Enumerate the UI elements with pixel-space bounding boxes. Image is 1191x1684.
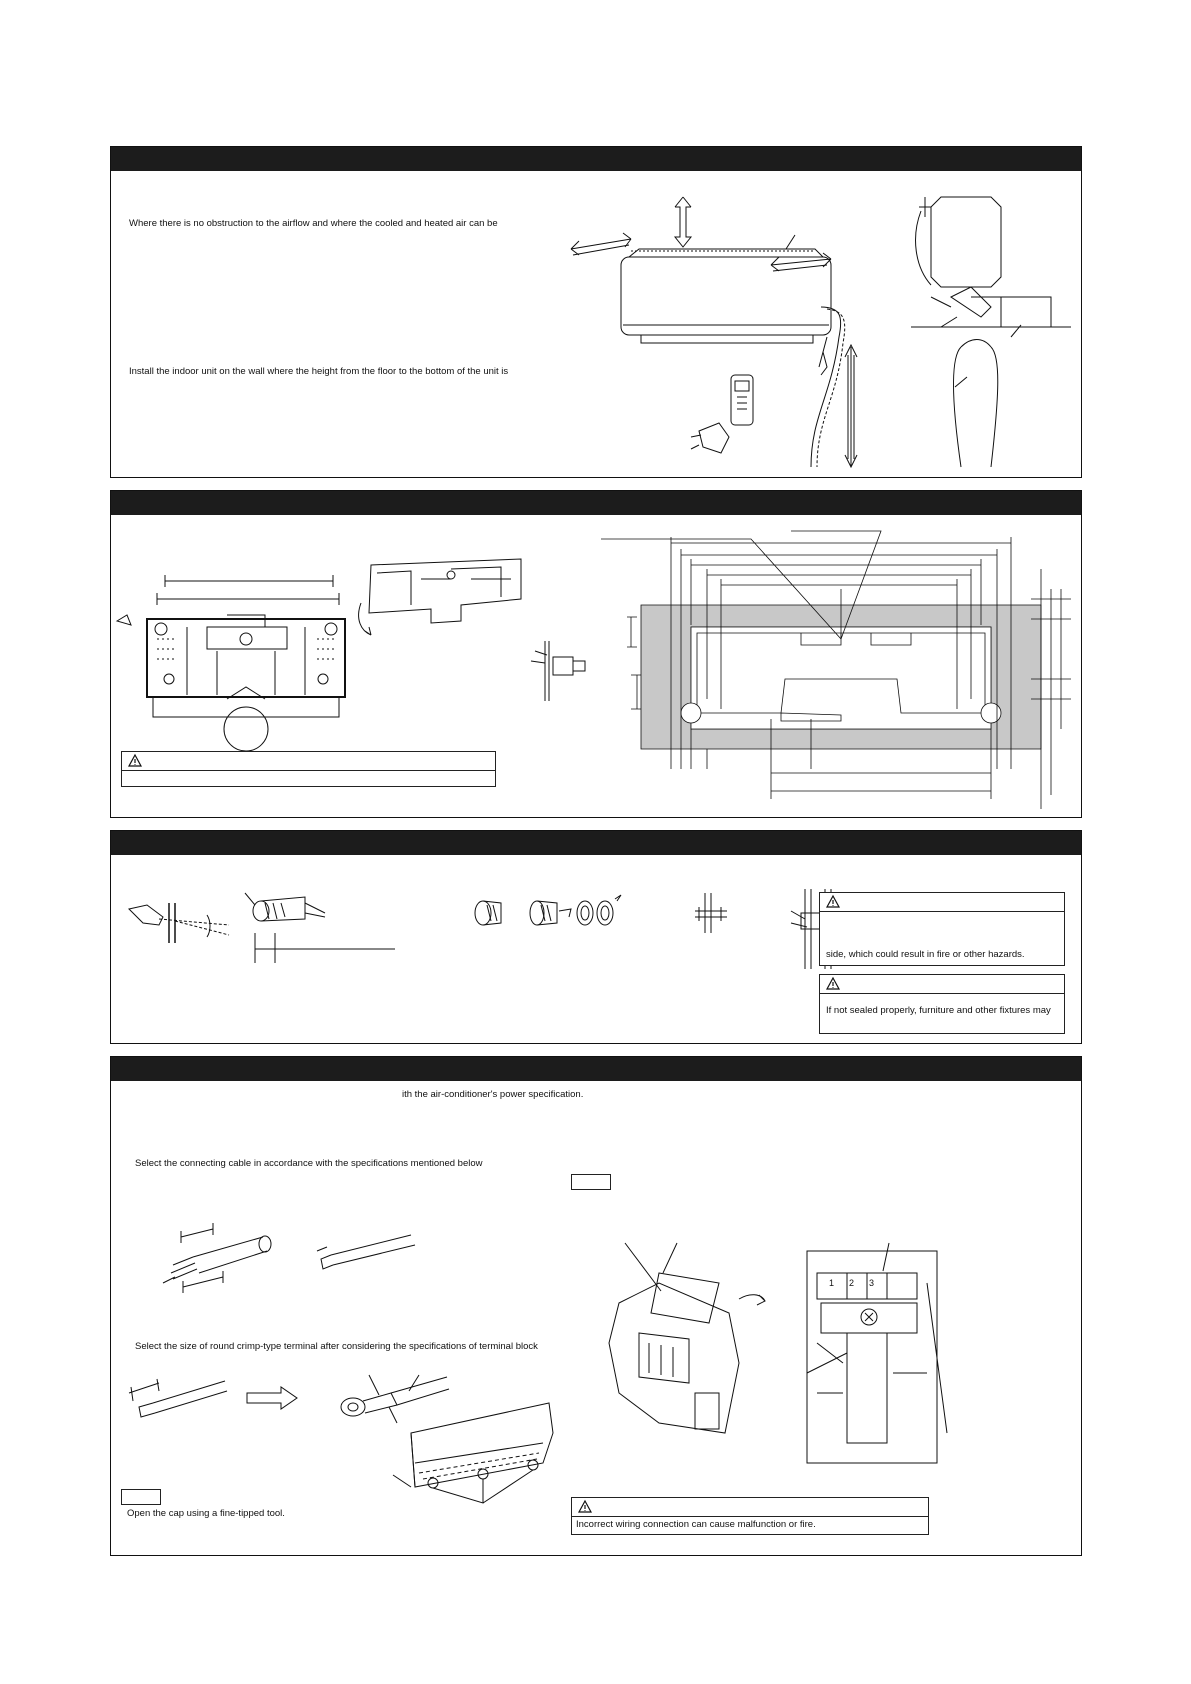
- section-header-bar: [111, 491, 1081, 515]
- wire-end-diagram: [129, 1377, 229, 1417]
- cable-strip-diagram-2: [311, 1229, 421, 1279]
- caution-text-seal: If not sealed properly, furniture and other fixtures may: [826, 1005, 1051, 1016]
- front-panel-open-diagram: [599, 1243, 759, 1433]
- terminal-label-3: 3: [869, 1278, 875, 1288]
- plate-rotated-diagram: [351, 559, 521, 639]
- text-unit-height: Install the indoor unit on the wall where the height from the floor to the bottom of the unit is: [129, 366, 509, 377]
- text-open-cap: Open the cap using a fine-tipped tool.: [127, 1508, 285, 1519]
- section-header-bar: [111, 831, 1081, 855]
- section-wall-plate: [110, 490, 1082, 818]
- arrow-right-icon: [247, 1387, 297, 1409]
- caution-box-wiring: [571, 1497, 929, 1535]
- text-select-terminal: Select the size of round crimp-type terminal after considering the specifications of terminal block: [135, 1341, 538, 1352]
- mounting-plate-diagram: [117, 579, 337, 739]
- indoor-unit-cap-diagram: [383, 1403, 563, 1523]
- indoor-unit-clearance-diagram: [551, 197, 851, 467]
- note-label-box-cap: [121, 1489, 161, 1505]
- text-select-cable: Select the connecting cable in accordance with the specifications mentioned below: [135, 1158, 483, 1169]
- sleeve-installed-diagram: [691, 893, 741, 933]
- pipe-cutting-diagram: [245, 893, 395, 963]
- terminal-label-2: 2: [849, 1278, 855, 1288]
- section-header-bar: [111, 147, 1081, 171]
- side-view-diagram: [911, 197, 1071, 467]
- cable-strip-diagram-1: [153, 1227, 283, 1297]
- wall-screw-detail: [531, 641, 591, 701]
- section-wiring: [110, 1056, 1082, 1556]
- warning-triangle-icon: [128, 754, 142, 767]
- warning-triangle-icon: [826, 977, 840, 990]
- terminal-label-1: 1: [829, 1278, 835, 1288]
- warning-triangle-icon: [578, 1500, 592, 1513]
- caution-box-header: [572, 1498, 928, 1517]
- section-installation-location: [110, 146, 1082, 478]
- caution-text-wiring: Incorrect wiring connection can cause malfunction or fire.: [576, 1519, 816, 1530]
- caution-box-pipe-2: [819, 974, 1065, 1034]
- drill-angle-diagram: [129, 895, 229, 955]
- note-label-box: [571, 1174, 611, 1190]
- caution-box-pipe-1: [819, 892, 1065, 966]
- section-header-bar: [111, 1057, 1081, 1081]
- wall-sleeve-diagram: [471, 897, 511, 933]
- terminal-block-diagram: [807, 1243, 997, 1463]
- text-airflow: Where there is no obstruction to the airflow and where the cooled and heated air can be: [129, 218, 498, 229]
- warning-triangle-icon: [826, 895, 840, 908]
- text-power-spec: ith the air-conditioner's power specification.: [402, 1089, 584, 1100]
- sleeve-cap-diagram: [527, 891, 627, 937]
- caution-box-header: [820, 893, 1064, 912]
- section-pipe-hole: [110, 830, 1082, 1044]
- caution-text-fire: side, which could result in fire or other hazards.: [826, 949, 1025, 960]
- caution-box-plate: [121, 751, 496, 787]
- caution-box-header: [820, 975, 1064, 994]
- caution-box-header: [122, 752, 495, 771]
- wall-hole-layout-diagram: [601, 529, 1081, 809]
